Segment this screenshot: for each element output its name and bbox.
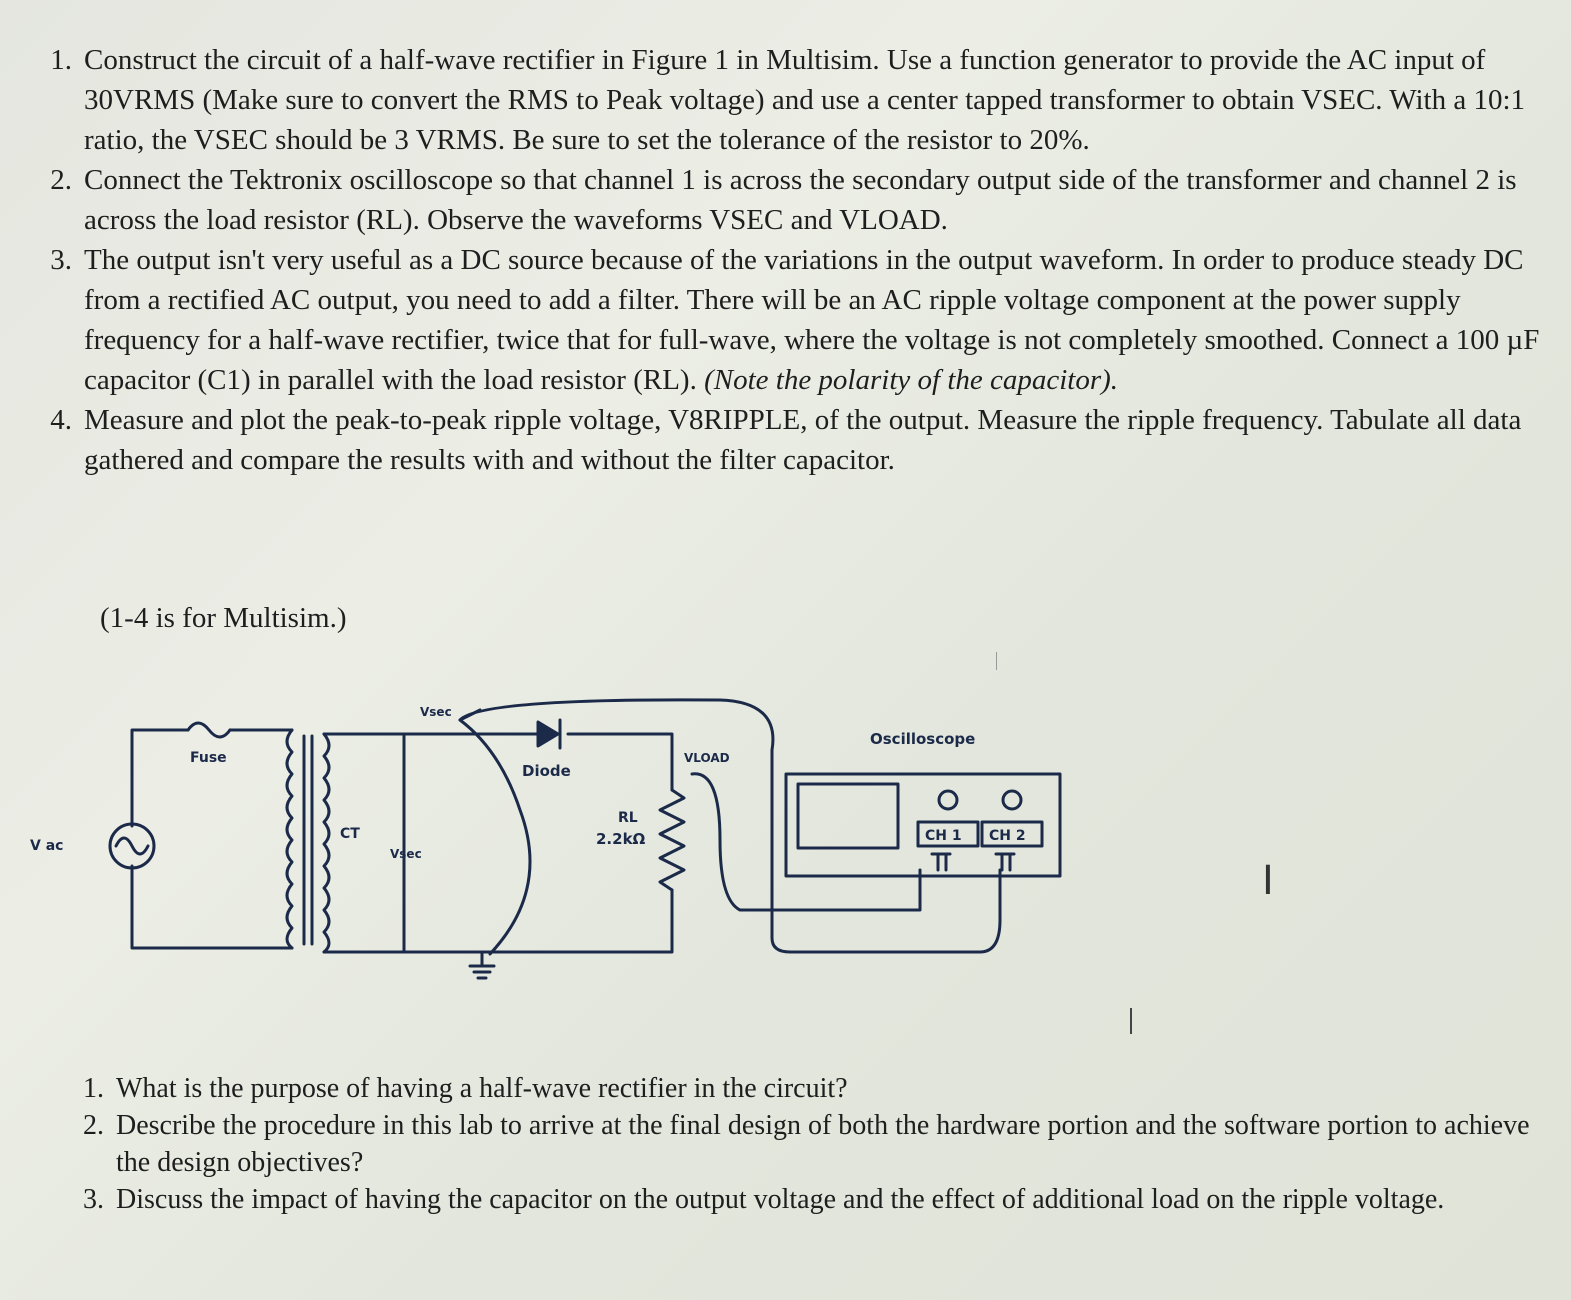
stray-mark	[1130, 1008, 1132, 1034]
stray-mark	[996, 652, 997, 670]
half-wave-rectifier-circuit-figure	[20, 690, 1100, 1010]
rl-name-label: RL	[618, 810, 638, 826]
ch1-label: CH 1	[925, 828, 962, 844]
instruction-number: 2.	[50, 164, 72, 196]
ch1-knob	[939, 791, 957, 809]
instruction-text: Connect the Tektronix oscilloscope so that channel 1 is across the secondary output side of the transformer and channel 2 is across the load resistor (RL). Observe the waveforms VSEC and VLOAD.	[84, 164, 1517, 236]
instruction-number: 1.	[50, 44, 72, 76]
question-text: What is the purpose of having a half-wave rectifier in the circuit?	[116, 1073, 848, 1104]
instruction-number: 4.	[50, 404, 72, 436]
ct-label: CT	[340, 826, 360, 842]
instruction-item-4	[50, 400, 1554, 480]
instruction-item-3	[50, 240, 1554, 400]
instruction-text: The output isn't very useful as a DC source because of the variations in the output waveform. In order to produce steady DC from a rectified AC output, you need to add a filter. There will be an AC ripple voltage component at the power supply frequency for a half-wave rectifier, twice that for full-wave, where the voltage is not completely smoothed. Connect a 100 µF capacitor (C1) in parallel with the load resistor (RL).	[84, 244, 1540, 396]
instruction-item-2	[50, 160, 1554, 240]
multisim-note: (1-4 is for Multisim.)	[100, 602, 347, 634]
oscilloscope-screen	[798, 784, 898, 848]
polarity-note: (Note the polarity of the capacitor).	[704, 364, 1119, 396]
question-item-3	[83, 1181, 1536, 1218]
primary-coil	[287, 730, 292, 948]
oscilloscope-body	[786, 774, 1060, 876]
oscilloscope-label: Oscilloscope	[870, 730, 976, 748]
question-number: 2.	[83, 1110, 104, 1141]
diode-symbol	[538, 722, 558, 746]
question-text: Discuss the impact of having the capacitor on the output voltage and the effect of additional load on the ripple voltage.	[116, 1184, 1445, 1215]
question-item-1	[83, 1070, 1536, 1107]
vac-label: V ac	[30, 838, 64, 854]
vsec-mid-label: Vsec	[390, 847, 422, 861]
fuse-label: Fuse	[190, 750, 227, 766]
question-item-2	[83, 1107, 1536, 1181]
question-list	[83, 1070, 1536, 1218]
load-resistor-symbol	[660, 790, 684, 890]
question-text: Describe the procedure in this lab to arrive at the final design of both the hardware portion and the software portion to achieve the design objectives?	[116, 1110, 1530, 1178]
question-number: 3.	[83, 1184, 104, 1215]
instruction-text: Measure and plot the peak-to-peak ripple voltage, V8RIPPLE, of the output. Measure the ripple frequency. Tabulate all data gathered and compare the results with and without the filter capacitor.	[84, 404, 1522, 476]
instruction-text: Construct the circuit of a half-wave rectifier in Figure 1 in Multisim. Use a function generator to provide the AC input of 30VRMS (Make sure to convert the RMS to Peak voltage) and use a center tapped transformer to obtain VSEC. With a 10:1 ratio, the VSEC should be 3 VRMS. Be sure to set the tolerance of the resistor to 20%.	[84, 44, 1526, 156]
ch2-knob	[1003, 791, 1021, 809]
instruction-number: 3.	[50, 244, 72, 276]
diode-label: Diode	[522, 762, 571, 780]
secondary-coil	[324, 734, 329, 952]
text-cursor-icon: I	[1262, 858, 1274, 904]
vsec-top-label: Vsec	[420, 705, 452, 719]
vload-label: VLOAD	[684, 751, 730, 765]
instruction-item-1	[50, 40, 1554, 160]
fuse-symbol	[188, 723, 230, 737]
rl-value-label: 2.2kΩ	[596, 830, 646, 848]
question-number: 1.	[83, 1073, 104, 1104]
ch2-label: CH 2	[989, 828, 1026, 844]
instruction-list	[50, 40, 1554, 480]
